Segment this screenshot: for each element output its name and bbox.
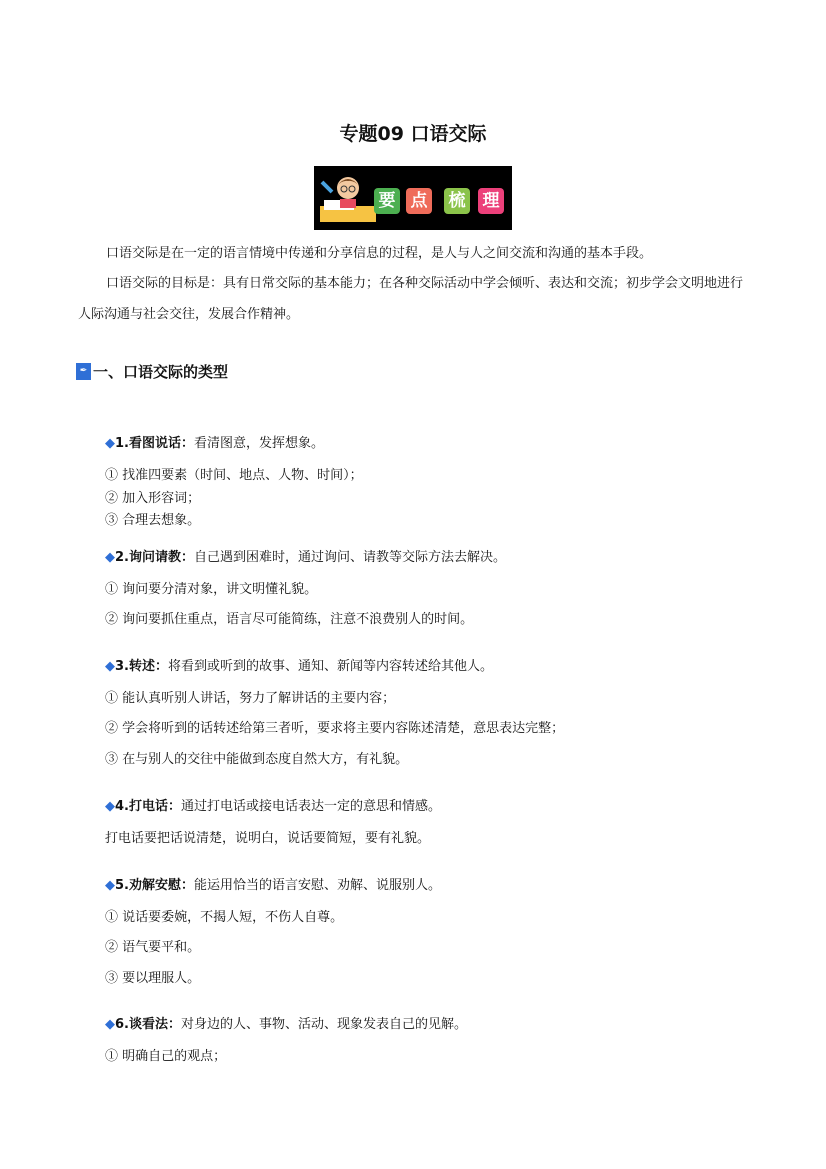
diamond-icon: ◆ [105, 436, 115, 451]
banner-char-1: 要 [374, 188, 400, 214]
item-point: ① 说话要委婉，不揭人短，不伤人自尊。 [105, 910, 344, 925]
section-heading [76, 360, 228, 382]
section-title: 一、口语交际的类型 [93, 362, 229, 381]
banner-char-2: 点 [406, 188, 432, 214]
item-point: ① 明确自己的观点； [105, 1049, 227, 1064]
diamond-icon: ◆ [105, 1017, 115, 1032]
item-point: ③ 要以理服人。 [105, 971, 201, 986]
banner-char-4: 理 [478, 188, 504, 214]
item-point: ② 学会将听到的话转述给第三者听，要求将主要内容陈述清楚，意思表达完整； [105, 721, 565, 736]
item-heading: ◆5.劝解安慰：能运用恰当的语言安慰、劝解、说服别人。 [105, 878, 441, 893]
item-point: ② 询问要抓住重点，语言尽可能简练，注意不浪费别人的时间。 [105, 612, 474, 627]
intro-paragraph: 口语交际是在一定的语言情境中传递和分享信息的过程，是人与人之间交流和沟通的基本手段。 [106, 246, 653, 261]
item-heading: ◆2.询问请教：自己遇到困难时，通过询问、请教等交际方法去解决。 [105, 550, 506, 565]
item-point: ③ 合理去想象。 [105, 513, 201, 528]
goal-paragraph: 口语交际的目标是：具有日常交际的基本能力；在各种交际活动中学会倾听、表达和交流；初步学会文明地进行人际沟通与社会交往，发展合作精神。 [78, 276, 744, 322]
item-point: ① 找准四要素（时间、地点、人物、时间）； [105, 468, 363, 483]
item-point: 打电话要把话说清楚，说明白，说话要简短，要有礼貌。 [105, 831, 431, 846]
item-point: ① 询问要分清对象，讲文明懂礼貌。 [105, 582, 318, 597]
item-point: ② 语气要平和。 [105, 940, 201, 955]
key-points-banner [314, 166, 512, 230]
item-point: ③ 在与别人的交往中能做到态度自然大方，有礼貌。 [105, 752, 409, 767]
item-heading: ◆1.看图说话：看清图意，发挥想象。 [105, 436, 324, 451]
diamond-icon: ◆ [105, 659, 115, 674]
item-heading: ◆3.转述：将看到或听到的故事、通知、新闻等内容转述给其他人。 [105, 659, 493, 674]
diamond-icon: ◆ [105, 550, 115, 565]
page-title: 专题09 口语交际 [339, 123, 487, 145]
diamond-icon: ◆ [105, 878, 115, 893]
child-reading-icon [318, 172, 378, 226]
item-point: ② 加入形容词； [105, 491, 201, 506]
item-heading: ◆4.打电话：通过打电话或接电话表达一定的意思和情感。 [105, 799, 441, 814]
item-heading: ◆6.谈看法：对身边的人、事物、活动、现象发表自己的见解。 [105, 1017, 467, 1032]
banner-char-3: 梳 [444, 188, 470, 214]
diamond-icon: ◆ [105, 799, 115, 814]
item-point: ① 能认真听别人讲话，努力了解讲话的主要内容； [105, 691, 396, 706]
pen-icon: ✒ [76, 363, 91, 380]
